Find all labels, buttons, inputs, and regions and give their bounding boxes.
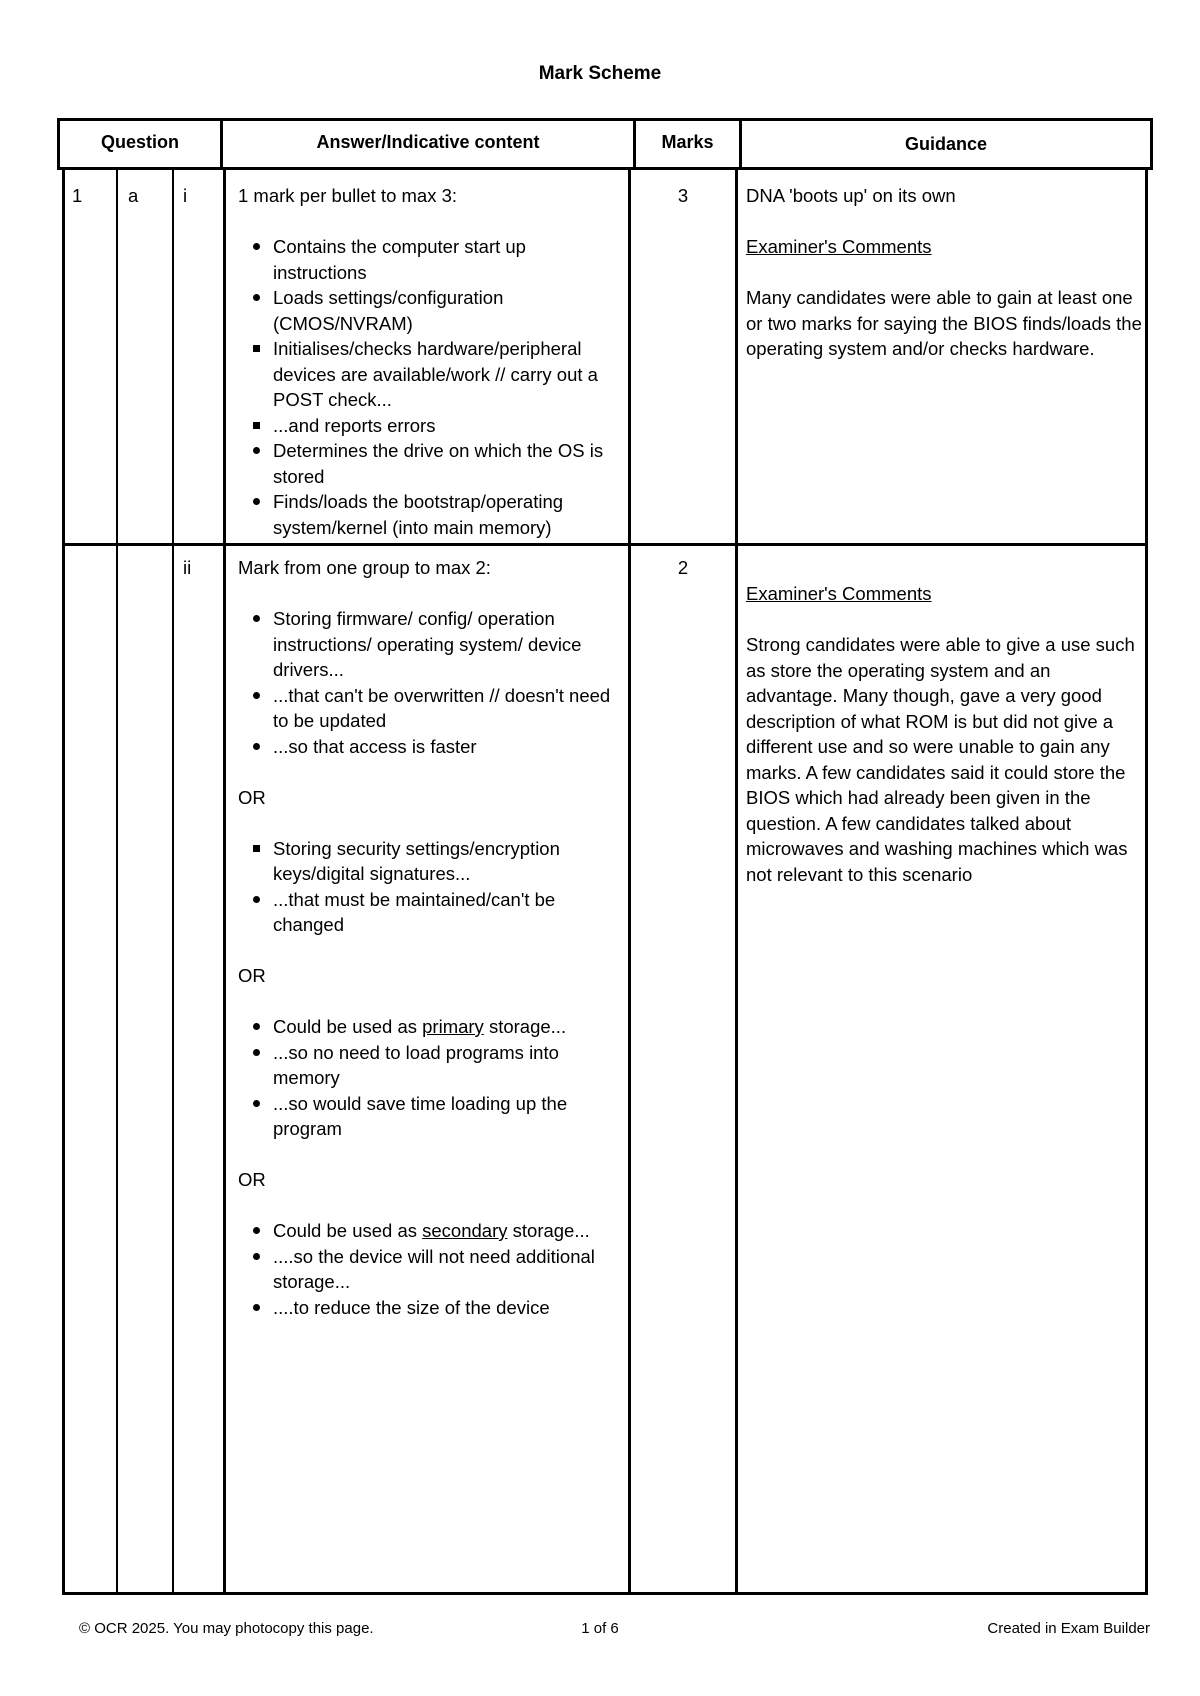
answer-bullets bbox=[238, 234, 623, 540]
marks-value: 2 bbox=[677, 557, 689, 578]
mark-scheme-table bbox=[62, 170, 1148, 1595]
list-item: ....to reduce the size of the device bbox=[238, 1295, 623, 1321]
examiners-comments: Strong candidates were able to give a use such as store the operating system and an advantage. Many though, gave a very good description of what ROM is but did not give a different use and so were unable to gain any marks. A few candidates said it could store the BIOS which had already been given in the question. A few candidates talked about microwaves and washing machines which was not relevant to this scenario bbox=[746, 634, 1135, 885]
list-item: Could be used as primary storage... bbox=[238, 1014, 623, 1040]
list-item: Could be used as secondary storage... bbox=[238, 1218, 623, 1244]
or-separator: OR bbox=[238, 786, 266, 808]
examiners-comments-heading: Examiner's Comments bbox=[746, 236, 932, 257]
answer-intro: 1 mark per bullet to max 3: bbox=[238, 185, 458, 206]
list-item: ...and reports errors bbox=[238, 413, 623, 439]
list-item: Loads settings/configuration (CMOS/NVRAM) bbox=[238, 285, 623, 336]
question-number: 1 bbox=[72, 185, 83, 206]
list-item: Storing security settings/encryption keys/digital signatures... bbox=[238, 836, 623, 887]
header-marks: Marks bbox=[661, 132, 714, 152]
answer-intro: Mark from one group to max 2: bbox=[238, 557, 491, 578]
list-item: ....so the device will not need additional storage... bbox=[238, 1244, 623, 1295]
guidance-cell-2 bbox=[746, 581, 1143, 887]
answer-group-4 bbox=[238, 1218, 623, 1320]
examiners-comments-heading: Examiner's Comments bbox=[746, 583, 932, 604]
examiners-comments: Many candidates were able to gain at least one or two marks for saying the BIOS finds/loads the operating system and/or checks hardware. bbox=[746, 287, 1142, 359]
list-item: ...so that access is faster bbox=[238, 734, 623, 760]
answer-cell-2 bbox=[238, 555, 623, 1320]
list-item: ...that can't be overwritten // doesn't need to be updated bbox=[238, 683, 623, 734]
table-header bbox=[57, 118, 1153, 170]
guidance-line: DNA 'boots up' on its own bbox=[746, 185, 956, 206]
marks-value: 3 bbox=[677, 185, 689, 206]
list-item: ...so would save time loading up the program bbox=[238, 1091, 623, 1142]
answer-group-3 bbox=[238, 1014, 623, 1142]
list-item: Determines the drive on which the OS is stored bbox=[238, 438, 623, 489]
footer-copyright: © OCR 2025. You may photocopy this page. bbox=[79, 1620, 374, 1637]
footer-page-number: 1 of 6 bbox=[581, 1620, 619, 1637]
list-item: Contains the computer start up instructions bbox=[238, 234, 623, 285]
list-item: Initialises/checks hardware/peripheral devices are available/work // carry out a POST check... bbox=[238, 336, 623, 413]
footer-created-by: Created in Exam Builder bbox=[987, 1620, 1150, 1637]
question-part: a bbox=[128, 185, 139, 206]
answer-cell-1 bbox=[238, 183, 623, 540]
answer-group-1 bbox=[238, 606, 623, 759]
list-item: ...that must be maintained/can't be changed bbox=[238, 887, 623, 938]
header-question: Question bbox=[100, 132, 179, 152]
list-item: Finds/loads the bootstrap/operating system/kernel (into main memory) bbox=[238, 489, 623, 540]
list-item: ...so no need to load programs into memory bbox=[238, 1040, 623, 1091]
question-subpart: i bbox=[183, 185, 188, 206]
or-separator: OR bbox=[238, 965, 266, 986]
or-separator: OR bbox=[238, 1169, 266, 1190]
header-answer: Answer/Indicative content bbox=[316, 132, 540, 152]
guidance-cell-1 bbox=[746, 183, 1143, 362]
answer-group-2 bbox=[238, 836, 623, 938]
header-guidance: Guidance bbox=[904, 134, 988, 154]
list-item: Storing firmware/ config/ operation instructions/ operating system/ device drivers... bbox=[238, 606, 623, 683]
question-subpart: ii bbox=[183, 557, 192, 578]
document-title: Mark Scheme bbox=[538, 63, 662, 84]
